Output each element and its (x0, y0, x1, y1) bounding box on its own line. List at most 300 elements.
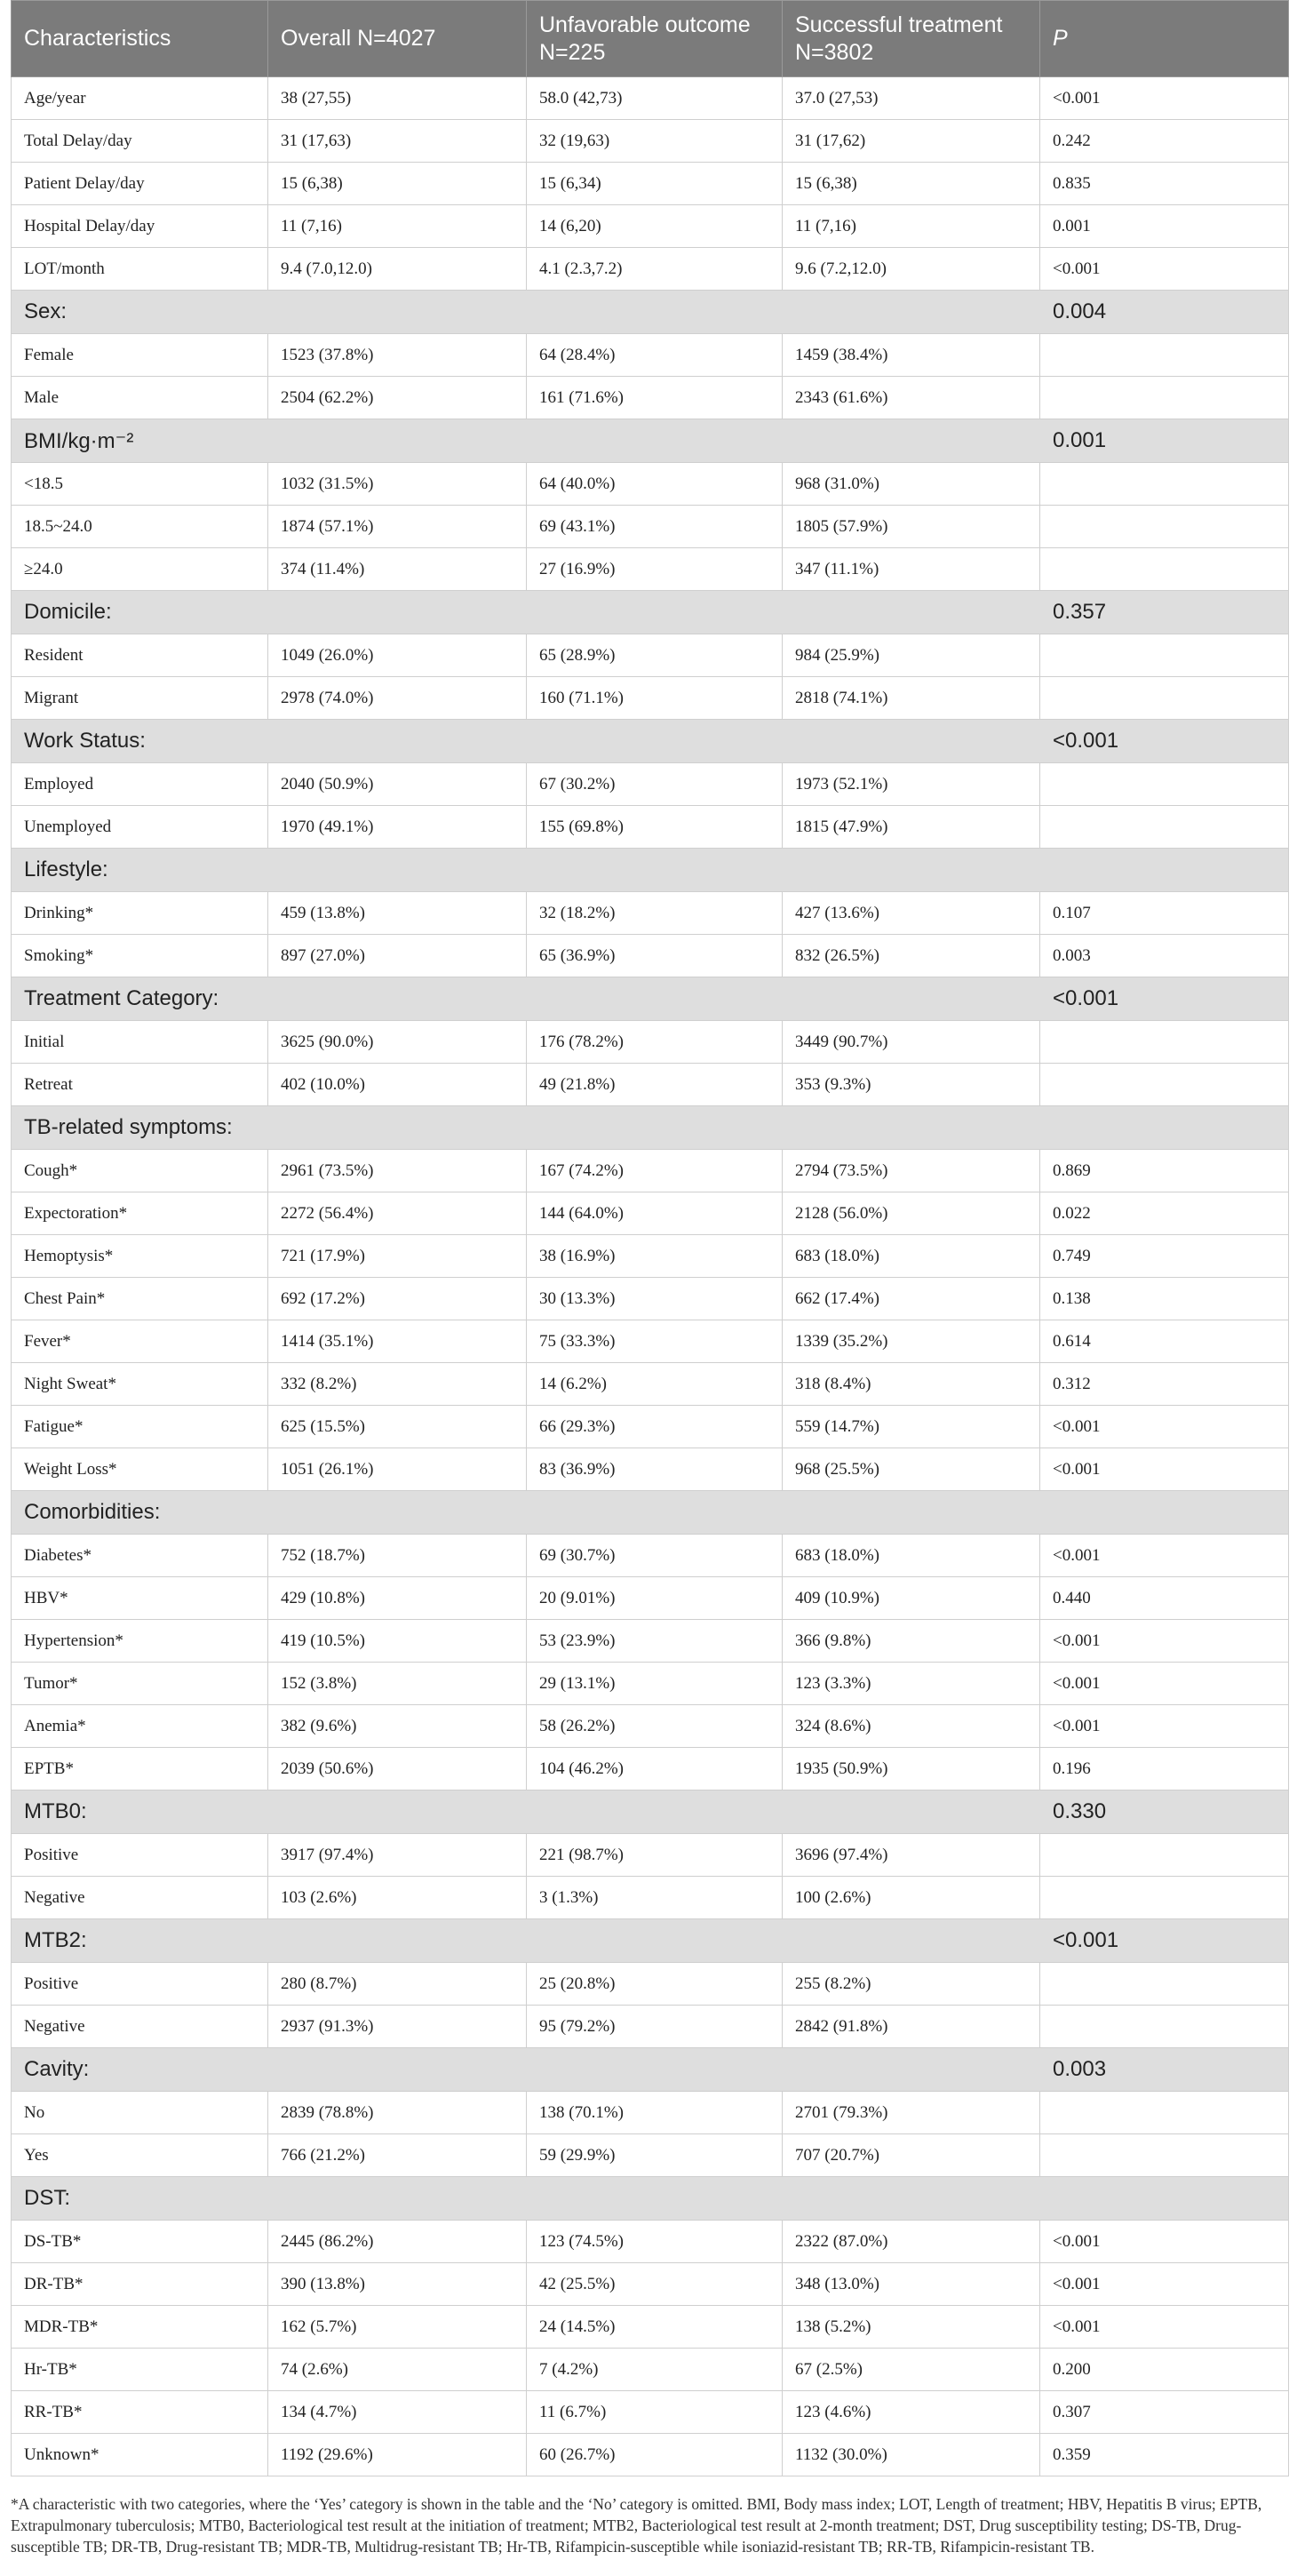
row-overall-value: 721 (17.9%) (268, 1235, 527, 1278)
row-overall-value: 11 (7,16) (268, 205, 527, 248)
row-overall-value: 419 (10.5%) (268, 1620, 527, 1663)
row-p-value: 0.196 (1040, 1748, 1289, 1790)
section-label: MTB2: (12, 1919, 1040, 1963)
row-p-value (1040, 2006, 1289, 2048)
row-unfavorable-value: 176 (78.2%) (527, 1021, 783, 1064)
row-overall-value: 3917 (97.4%) (268, 1834, 527, 1877)
row-characteristic: ≥24.0 (12, 548, 268, 591)
row-unfavorable-value: 155 (69.8%) (527, 806, 783, 849)
row-p-value (1040, 334, 1289, 377)
row-p-value (1040, 763, 1289, 806)
row-unfavorable-value: 64 (40.0%) (527, 463, 783, 506)
row-characteristic: Smoking* (12, 935, 268, 977)
row-p-value (1040, 634, 1289, 677)
row-unfavorable-value: 53 (23.9%) (527, 1620, 783, 1663)
table-body (12, 77, 1289, 2476)
row-overall-value: 1414 (35.1%) (268, 1320, 527, 1363)
section-p-value: 0.001 (1040, 419, 1289, 463)
section-label: Sex: (12, 291, 1040, 334)
table-row (12, 506, 1289, 548)
row-unfavorable-value: 144 (64.0%) (527, 1192, 783, 1235)
row-overall-value: 1523 (37.8%) (268, 334, 527, 377)
section-p-value (1040, 1491, 1289, 1535)
section-label: Cavity: (12, 2048, 1040, 2092)
row-successful-value: 2128 (56.0%) (783, 1192, 1040, 1235)
row-characteristic: LOT/month (12, 248, 268, 291)
row-unfavorable-value: 29 (13.1%) (527, 1663, 783, 1705)
row-p-value (1040, 806, 1289, 849)
row-successful-value: 3696 (97.4%) (783, 1834, 1040, 1877)
row-p-value: <0.001 (1040, 1620, 1289, 1663)
row-p-value (1040, 2092, 1289, 2134)
row-overall-value: 38 (27,55) (268, 77, 527, 120)
row-unfavorable-value: 49 (21.8%) (527, 1064, 783, 1106)
row-overall-value: 9.4 (7.0,12.0) (268, 248, 527, 291)
row-unfavorable-value: 25 (20.8%) (527, 1963, 783, 2006)
row-overall-value: 74 (2.6%) (268, 2349, 527, 2391)
row-p-value: <0.001 (1040, 77, 1289, 120)
table-row (12, 248, 1289, 291)
row-unfavorable-value: 65 (36.9%) (527, 935, 783, 977)
row-overall-value: 766 (21.2%) (268, 2134, 527, 2177)
row-overall-value: 3625 (90.0%) (268, 1021, 527, 1064)
table-row (12, 806, 1289, 849)
table-row (12, 1363, 1289, 1406)
row-characteristic: Negative (12, 1877, 268, 1919)
row-characteristic: Initial (12, 1021, 268, 1064)
row-successful-value: 683 (18.0%) (783, 1235, 1040, 1278)
table-row (12, 1406, 1289, 1448)
row-p-value (1040, 506, 1289, 548)
row-unfavorable-value: 11 (6.7%) (527, 2391, 783, 2434)
row-unfavorable-value: 69 (43.1%) (527, 506, 783, 548)
table-row (12, 2221, 1289, 2263)
row-characteristic: Employed (12, 763, 268, 806)
row-overall-value: 103 (2.6%) (268, 1877, 527, 1919)
row-overall-value: 332 (8.2%) (268, 1363, 527, 1406)
row-unfavorable-value: 95 (79.2%) (527, 2006, 783, 2048)
row-characteristic: Positive (12, 1834, 268, 1877)
section-p-value: 0.330 (1040, 1790, 1289, 1834)
row-p-value: 0.869 (1040, 1150, 1289, 1192)
row-p-value: 0.359 (1040, 2434, 1289, 2476)
row-unfavorable-value: 83 (36.9%) (527, 1448, 783, 1491)
row-p-value: 0.835 (1040, 163, 1289, 205)
section-p-value (1040, 2177, 1289, 2221)
row-successful-value: 9.6 (7.2,12.0) (783, 248, 1040, 291)
section-header-row (12, 1106, 1289, 1150)
row-successful-value: 1459 (38.4%) (783, 334, 1040, 377)
table-footnote: *A characteristic with two categories, where the ‘Yes’ category is shown in the table and the ‘No’ category is omitted. BMI, Body mass index; LOT, Length of treatment; HBV, Hepatitis B virus; EPTB, Extrapulmonary tuberculosis; MTB0, Bacteriological test result at the initiation of treatment; MTB2, Bacteriological test result at 2-month treatment; DST, Drug susceptibility testing; DS-TB, Drug-susceptible TB; DR-TB, Drug-resistant TB; MDR-TB, Multidrug-resistant TB; Hr-TB, Rifampicin-susceptible while isoniazid-resistant TB; RR-TB, Rifampicin-resistant TB. (11, 2495, 1262, 2556)
row-overall-value: 429 (10.8%) (268, 1577, 527, 1620)
table-row (12, 2263, 1289, 2306)
section-label: TB-related symptoms: (12, 1106, 1040, 1150)
row-p-value: <0.001 (1040, 2221, 1289, 2263)
section-header-row (12, 1491, 1289, 1535)
row-successful-value: 2794 (73.5%) (783, 1150, 1040, 1192)
row-successful-value: 662 (17.4%) (783, 1278, 1040, 1320)
row-characteristic: 18.5~24.0 (12, 506, 268, 548)
row-characteristic: <18.5 (12, 463, 268, 506)
table-row (12, 2306, 1289, 2349)
row-overall-value: 1874 (57.1%) (268, 506, 527, 548)
row-characteristic: Diabetes* (12, 1535, 268, 1577)
section-label: MTB0: (12, 1790, 1040, 1834)
header-p-value: P (1040, 1, 1289, 77)
row-overall-value: 2504 (62.2%) (268, 377, 527, 419)
row-successful-value: 1815 (47.9%) (783, 806, 1040, 849)
row-characteristic: Migrant (12, 677, 268, 720)
header-successful-treatment: Successful treatment N=3802 (783, 1, 1040, 77)
row-characteristic: Fatigue* (12, 1406, 268, 1448)
row-successful-value: 2701 (79.3%) (783, 2092, 1040, 2134)
row-characteristic: Anemia* (12, 1705, 268, 1748)
row-p-value: 0.749 (1040, 1235, 1289, 1278)
row-p-value: <0.001 (1040, 1535, 1289, 1577)
row-unfavorable-value: 67 (30.2%) (527, 763, 783, 806)
row-successful-value: 353 (9.3%) (783, 1064, 1040, 1106)
row-unfavorable-value: 27 (16.9%) (527, 548, 783, 591)
row-successful-value: 2842 (91.8%) (783, 2006, 1040, 2048)
row-unfavorable-value: 38 (16.9%) (527, 1235, 783, 1278)
row-unfavorable-value: 30 (13.3%) (527, 1278, 783, 1320)
table-row (12, 463, 1289, 506)
row-successful-value: 318 (8.4%) (783, 1363, 1040, 1406)
row-unfavorable-value: 20 (9.01%) (527, 1577, 783, 1620)
row-successful-value: 559 (14.7%) (783, 1406, 1040, 1448)
row-p-value (1040, 1963, 1289, 2006)
table-row (12, 1235, 1289, 1278)
section-label: Work Status: (12, 720, 1040, 763)
row-unfavorable-value: 24 (14.5%) (527, 2306, 783, 2349)
row-p-value (1040, 1834, 1289, 1877)
row-characteristic: Resident (12, 634, 268, 677)
table-row (12, 1877, 1289, 1919)
section-header-row (12, 977, 1289, 1021)
row-successful-value: 968 (31.0%) (783, 463, 1040, 506)
row-successful-value: 984 (25.9%) (783, 634, 1040, 677)
section-p-value (1040, 1106, 1289, 1150)
row-characteristic: Tumor* (12, 1663, 268, 1705)
table-row (12, 1963, 1289, 2006)
row-successful-value: 11 (7,16) (783, 205, 1040, 248)
row-overall-value: 1049 (26.0%) (268, 634, 527, 677)
row-overall-value: 2445 (86.2%) (268, 2221, 527, 2263)
table-row (12, 77, 1289, 120)
row-p-value: 0.003 (1040, 935, 1289, 977)
table-row (12, 548, 1289, 591)
row-characteristic: Hypertension* (12, 1620, 268, 1663)
row-characteristic: Unemployed (12, 806, 268, 849)
row-successful-value: 968 (25.5%) (783, 1448, 1040, 1491)
row-p-value: <0.001 (1040, 1705, 1289, 1748)
table-row (12, 1620, 1289, 1663)
row-unfavorable-value: 42 (25.5%) (527, 2263, 783, 2306)
row-characteristic: EPTB* (12, 1748, 268, 1790)
row-overall-value: 897 (27.0%) (268, 935, 527, 977)
row-p-value: 0.001 (1040, 205, 1289, 248)
row-characteristic: Chest Pain* (12, 1278, 268, 1320)
row-p-value: 0.138 (1040, 1278, 1289, 1320)
row-overall-value: 1051 (26.1%) (268, 1448, 527, 1491)
row-overall-value: 752 (18.7%) (268, 1535, 527, 1577)
row-overall-value: 152 (3.8%) (268, 1663, 527, 1705)
row-successful-value: 255 (8.2%) (783, 1963, 1040, 2006)
section-label: Domicile: (12, 591, 1040, 634)
row-p-value: 0.022 (1040, 1192, 1289, 1235)
table-row (12, 1705, 1289, 1748)
table-header (12, 1, 1289, 77)
row-overall-value: 390 (13.8%) (268, 2263, 527, 2306)
row-unfavorable-value: 66 (29.3%) (527, 1406, 783, 1448)
row-successful-value: 15 (6,38) (783, 163, 1040, 205)
row-unfavorable-value: 160 (71.1%) (527, 677, 783, 720)
row-characteristic: Total Delay/day (12, 120, 268, 163)
table-row (12, 1021, 1289, 1064)
row-unfavorable-value: 58.0 (42,73) (527, 77, 783, 120)
row-characteristic: DS-TB* (12, 2221, 268, 2263)
row-p-value: <0.001 (1040, 2306, 1289, 2349)
row-characteristic: Hr-TB* (12, 2349, 268, 2391)
row-successful-value: 100 (2.6%) (783, 1877, 1040, 1919)
row-successful-value: 37.0 (27,53) (783, 77, 1040, 120)
header-unfavorable-outcome: Unfavorable outcome N=225 (527, 1, 783, 77)
table-row (12, 1320, 1289, 1363)
row-characteristic: Male (12, 377, 268, 419)
row-characteristic: DR-TB* (12, 2263, 268, 2306)
section-header-row (12, 591, 1289, 634)
table-row (12, 935, 1289, 977)
row-characteristic: Hemoptysis* (12, 1235, 268, 1278)
section-p-value: 0.357 (1040, 591, 1289, 634)
row-unfavorable-value: 3 (1.3%) (527, 1877, 783, 1919)
section-label: DST: (12, 2177, 1040, 2221)
row-p-value (1040, 548, 1289, 591)
row-overall-value: 2937 (91.3%) (268, 2006, 527, 2048)
row-unfavorable-value: 65 (28.9%) (527, 634, 783, 677)
row-successful-value: 347 (11.1%) (783, 548, 1040, 591)
row-characteristic: Hospital Delay/day (12, 205, 268, 248)
table-row (12, 1150, 1289, 1192)
row-unfavorable-value: 7 (4.2%) (527, 2349, 783, 2391)
table-row (12, 163, 1289, 205)
header-row (12, 1, 1289, 77)
table-row (12, 1663, 1289, 1705)
row-overall-value: 280 (8.7%) (268, 1963, 527, 2006)
section-header-row (12, 2048, 1289, 2092)
row-overall-value: 382 (9.6%) (268, 1705, 527, 1748)
row-unfavorable-value: 167 (74.2%) (527, 1150, 783, 1192)
table-row (12, 1192, 1289, 1235)
row-characteristic: No (12, 2092, 268, 2134)
table-row (12, 1278, 1289, 1320)
row-successful-value: 324 (8.6%) (783, 1705, 1040, 1748)
table-row (12, 2134, 1289, 2177)
row-successful-value: 2818 (74.1%) (783, 677, 1040, 720)
row-successful-value: 707 (20.7%) (783, 2134, 1040, 2177)
section-header-row (12, 849, 1289, 892)
table-row (12, 892, 1289, 935)
header-characteristics: Characteristics (12, 1, 268, 77)
row-p-value: <0.001 (1040, 1406, 1289, 1448)
table-row (12, 334, 1289, 377)
section-header-row (12, 720, 1289, 763)
row-unfavorable-value: 138 (70.1%) (527, 2092, 783, 2134)
row-successful-value: 67 (2.5%) (783, 2349, 1040, 2391)
row-unfavorable-value: 69 (30.7%) (527, 1535, 783, 1577)
table-row (12, 634, 1289, 677)
row-overall-value: 1970 (49.1%) (268, 806, 527, 849)
row-overall-value: 31 (17,63) (268, 120, 527, 163)
row-characteristic: Weight Loss* (12, 1448, 268, 1491)
row-successful-value: 31 (17,62) (783, 120, 1040, 163)
row-p-value: <0.001 (1040, 2263, 1289, 2306)
row-unfavorable-value: 32 (19,63) (527, 120, 783, 163)
row-p-value (1040, 377, 1289, 419)
row-characteristic: Patient Delay/day (12, 163, 268, 205)
row-characteristic: RR-TB* (12, 2391, 268, 2434)
section-label: BMI/kg·m⁻² (12, 419, 1040, 463)
header-overall: Overall N=4027 (268, 1, 527, 77)
row-unfavorable-value: 221 (98.7%) (527, 1834, 783, 1877)
row-unfavorable-value: 32 (18.2%) (527, 892, 783, 935)
table-row (12, 677, 1289, 720)
table-row (12, 2006, 1289, 2048)
row-characteristic: Unknown* (12, 2434, 268, 2476)
row-successful-value: 2322 (87.0%) (783, 2221, 1040, 2263)
row-characteristic: Fever* (12, 1320, 268, 1363)
row-p-value (1040, 2134, 1289, 2177)
row-successful-value: 683 (18.0%) (783, 1535, 1040, 1577)
row-p-value (1040, 1064, 1289, 1106)
section-header-row (12, 2177, 1289, 2221)
row-p-value: 0.107 (1040, 892, 1289, 935)
row-p-value: 0.307 (1040, 2391, 1289, 2434)
row-overall-value: 2978 (74.0%) (268, 677, 527, 720)
row-unfavorable-value: 14 (6,20) (527, 205, 783, 248)
row-p-value: 0.614 (1040, 1320, 1289, 1363)
table-row (12, 2391, 1289, 2434)
row-p-value (1040, 677, 1289, 720)
table-row (12, 1577, 1289, 1620)
row-unfavorable-value: 14 (6.2%) (527, 1363, 783, 1406)
table-row (12, 1834, 1289, 1877)
table-row (12, 2434, 1289, 2476)
row-unfavorable-value: 161 (71.6%) (527, 377, 783, 419)
row-unfavorable-value: 4.1 (2.3,7.2) (527, 248, 783, 291)
row-successful-value: 2343 (61.6%) (783, 377, 1040, 419)
row-p-value: <0.001 (1040, 1448, 1289, 1491)
section-p-value: <0.001 (1040, 720, 1289, 763)
table-row (12, 1064, 1289, 1106)
section-label: Treatment Category: (12, 977, 1040, 1021)
row-successful-value: 3449 (90.7%) (783, 1021, 1040, 1064)
row-characteristic: Expectoration* (12, 1192, 268, 1235)
table-row (12, 2092, 1289, 2134)
row-p-value: 0.440 (1040, 1577, 1289, 1620)
row-characteristic: MDR-TB* (12, 2306, 268, 2349)
row-p-value: <0.001 (1040, 1663, 1289, 1705)
table-row (12, 1535, 1289, 1577)
row-successful-value: 366 (9.8%) (783, 1620, 1040, 1663)
row-characteristic: Cough* (12, 1150, 268, 1192)
row-overall-value: 625 (15.5%) (268, 1406, 527, 1448)
section-p-value: 0.003 (1040, 2048, 1289, 2092)
row-p-value: 0.242 (1040, 120, 1289, 163)
table-row (12, 2349, 1289, 2391)
section-header-row (12, 1919, 1289, 1963)
row-p-value: 0.200 (1040, 2349, 1289, 2391)
section-p-value: 0.004 (1040, 291, 1289, 334)
row-overall-value: 1192 (29.6%) (268, 2434, 527, 2476)
row-unfavorable-value: 58 (26.2%) (527, 1705, 783, 1748)
section-p-value (1040, 849, 1289, 892)
row-overall-value: 2839 (78.8%) (268, 2092, 527, 2134)
row-successful-value: 832 (26.5%) (783, 935, 1040, 977)
row-overall-value: 692 (17.2%) (268, 1278, 527, 1320)
row-characteristic: HBV* (12, 1577, 268, 1620)
section-p-value: <0.001 (1040, 977, 1289, 1021)
table-row (12, 1448, 1289, 1491)
table-row (12, 120, 1289, 163)
row-unfavorable-value: 60 (26.7%) (527, 2434, 783, 2476)
row-overall-value: 15 (6,38) (268, 163, 527, 205)
table-row (12, 377, 1289, 419)
row-overall-value: 2040 (50.9%) (268, 763, 527, 806)
row-characteristic: Female (12, 334, 268, 377)
section-header-row (12, 419, 1289, 463)
row-characteristic: Age/year (12, 77, 268, 120)
row-characteristic: Negative (12, 2006, 268, 2048)
table-row (12, 1748, 1289, 1790)
row-unfavorable-value: 64 (28.4%) (527, 334, 783, 377)
table-row (12, 205, 1289, 248)
row-p-value (1040, 463, 1289, 506)
row-characteristic: Drinking* (12, 892, 268, 935)
row-successful-value: 1973 (52.1%) (783, 763, 1040, 806)
row-successful-value: 427 (13.6%) (783, 892, 1040, 935)
row-successful-value: 1132 (30.0%) (783, 2434, 1040, 2476)
section-label: Comorbidities: (12, 1491, 1040, 1535)
row-unfavorable-value: 59 (29.9%) (527, 2134, 783, 2177)
characteristics-table (11, 0, 1289, 2476)
row-overall-value: 1032 (31.5%) (268, 463, 527, 506)
row-successful-value: 409 (10.9%) (783, 1577, 1040, 1620)
table-row (12, 763, 1289, 806)
row-overall-value: 134 (4.7%) (268, 2391, 527, 2434)
section-header-row (12, 1790, 1289, 1834)
row-unfavorable-value: 104 (46.2%) (527, 1748, 783, 1790)
row-unfavorable-value: 75 (33.3%) (527, 1320, 783, 1363)
row-p-value (1040, 1877, 1289, 1919)
row-unfavorable-value: 123 (74.5%) (527, 2221, 783, 2263)
row-p-value: <0.001 (1040, 248, 1289, 291)
row-successful-value: 1935 (50.9%) (783, 1748, 1040, 1790)
row-overall-value: 2039 (50.6%) (268, 1748, 527, 1790)
section-header-row (12, 291, 1289, 334)
row-characteristic: Night Sweat* (12, 1363, 268, 1406)
row-successful-value: 123 (4.6%) (783, 2391, 1040, 2434)
row-successful-value: 348 (13.0%) (783, 2263, 1040, 2306)
row-p-value (1040, 1021, 1289, 1064)
row-overall-value: 402 (10.0%) (268, 1064, 527, 1106)
row-characteristic: Positive (12, 1963, 268, 2006)
row-successful-value: 1805 (57.9%) (783, 506, 1040, 548)
row-characteristic: Retreat (12, 1064, 268, 1106)
row-overall-value: 374 (11.4%) (268, 548, 527, 591)
row-characteristic: Yes (12, 2134, 268, 2177)
row-overall-value: 162 (5.7%) (268, 2306, 527, 2349)
